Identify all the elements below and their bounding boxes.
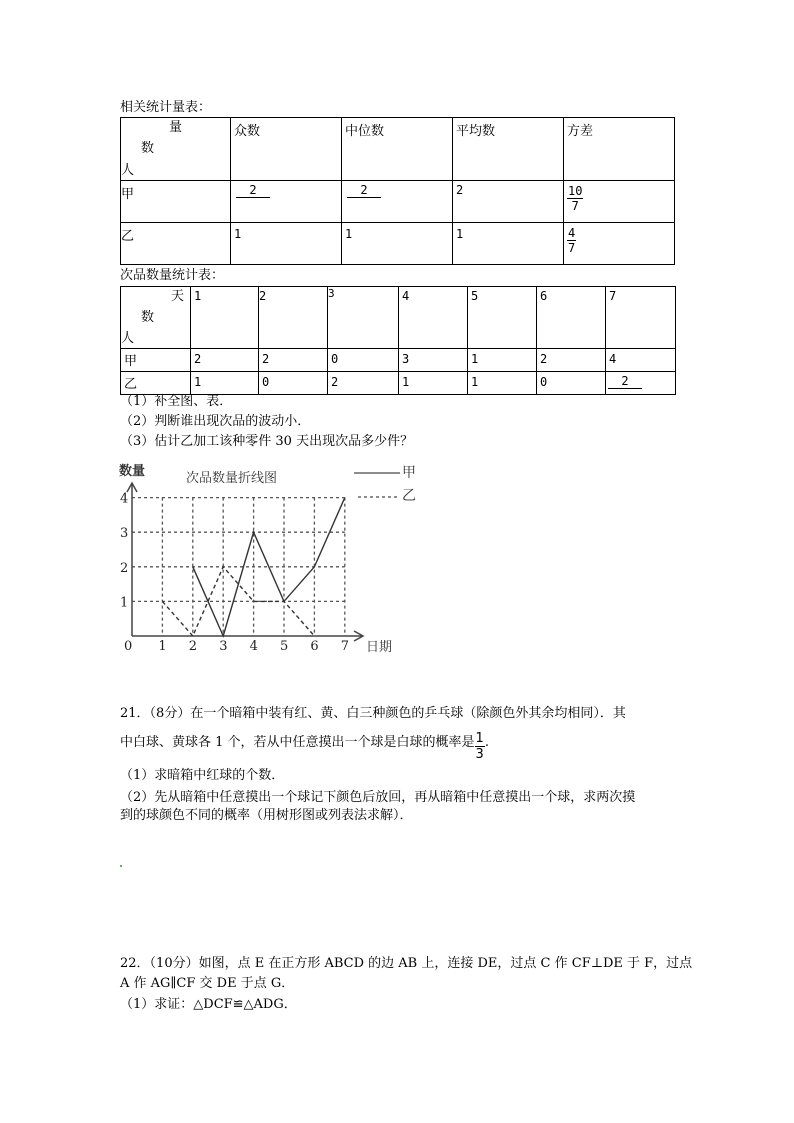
legend-label-yi: 乙 — [402, 488, 416, 504]
fill-blank-day7[interactable]: 2 — [608, 374, 642, 389]
table-row: 乙 1 0 2 1 1 0 2 — [121, 372, 676, 395]
header-median: 中位数 — [342, 118, 453, 181]
probability-fraction: $\frac{1}{3}$ — [475, 731, 484, 762]
svg-text:1: 1 — [120, 595, 129, 611]
question-21-line2: 中白球、黄球各 1 个，若从中任意摸出一个球是白球的概率是 $\frac{1}{3}$ . — [120, 731, 489, 762]
day-header: 2 — [259, 287, 328, 349]
series-jia-line — [193, 498, 345, 636]
corner-label-bottom: 人 — [121, 163, 135, 178]
svg-text:2: 2 — [188, 639, 198, 654]
question-20-2: （2）判断谁出现次品的波动小． — [120, 414, 311, 429]
svg-text:7: 7 — [340, 639, 350, 654]
svg-text:0: 0 — [124, 639, 133, 654]
chart-ylabel: 数量 — [119, 464, 146, 479]
question-22-sub1: （1）求证：△DCF≌△ADG． — [120, 997, 297, 1012]
fill-blank-median[interactable]: 2 — [347, 183, 381, 198]
question-21-line1: 21．（8分）在一个暗箱中装有红、黄、白三种颜色的乒乓球（除颜色外其余均相同）．其 — [120, 706, 626, 721]
chart-legend — [354, 473, 400, 497]
question-22-line2: A 作 AG∥CF 交 DE 于点 G． — [120, 976, 295, 991]
day-header: 5 — [468, 287, 537, 349]
svg-text:1: 1 — [158, 639, 167, 654]
table-row: 甲 2 2 2 $\frac{10}{7}$ — [121, 181, 675, 223]
stray-dot — [120, 865, 122, 867]
variance-fraction: $\frac{4}{7}$ — [568, 226, 576, 255]
svg-text:3: 3 — [219, 639, 228, 654]
svg-text:3: 3 — [120, 526, 129, 542]
question-20-1: （1）补全图、表． — [120, 394, 233, 409]
question-21-sub2-line2: 到的球颜色不同的概率（用树形图或列表法求解）． — [120, 808, 413, 823]
legend-label-jia: 甲 — [402, 465, 416, 481]
chart-grid — [132, 498, 345, 636]
question-21-sub1: （1）求暗箱中红球的个数． — [120, 768, 285, 783]
question-21-sub2-line1: （2）先从暗箱中任意摸出一个球记下颜色后放回，再从暗箱中任意摸出一个球，求两次摸 — [120, 790, 636, 805]
row-label: 甲 — [121, 181, 231, 223]
header-variance: 方差 — [564, 118, 675, 181]
day-header: 3 — [328, 287, 399, 349]
table2-caption: 次品数量统计表： — [120, 268, 225, 283]
variance-fraction: $\frac{10}{7}$ — [568, 184, 583, 213]
day-header: 4 — [399, 287, 468, 349]
row-label: 甲 — [121, 349, 191, 372]
corner-label-middle: 数 — [141, 141, 155, 156]
svg-text:6: 6 — [310, 639, 319, 654]
svg-text:5: 5 — [280, 639, 289, 654]
svg-text:4: 4 — [249, 639, 258, 654]
row-label: 乙 — [121, 372, 191, 395]
fill-blank-mode[interactable]: 2 — [236, 183, 270, 198]
day-header: 7 — [606, 287, 676, 349]
corner-label-middle: 数 — [141, 310, 155, 325]
svg-text:4: 4 — [120, 491, 129, 507]
header-mode: 众数 — [231, 118, 342, 181]
row-label: 乙 — [121, 223, 231, 265]
chart-title: 次品数量折线图 — [186, 471, 278, 486]
table1-caption: 相关统计量表： — [120, 100, 212, 115]
corner-label-bottom: 人 — [121, 331, 135, 346]
svg-text:2: 2 — [120, 560, 129, 576]
question-20-3: （3）估计乙加工该种零件 30 天出现次品多少件？ — [120, 434, 414, 449]
corner-label-top: 量 — [169, 120, 183, 135]
series-yi-line — [162, 567, 314, 636]
day-header: 6 — [537, 287, 606, 349]
corner-label-top: 天 — [171, 289, 185, 304]
question-22-line1: 22．（10分）如图，点 E 在正方形 ABCD 的边 AB 上，连接 DE，过点 C 作 CF⊥DE 于 F，过点 — [120, 956, 693, 971]
chart-xlabel: 日期 — [366, 640, 393, 655]
table-row: 甲 2 2 0 3 1 2 4 — [121, 349, 676, 372]
day-header: 1 — [191, 287, 259, 349]
header-mean: 平均数 — [453, 118, 564, 181]
table-row: 乙 1 1 1 $\frac{4}{7}$ — [121, 223, 675, 265]
